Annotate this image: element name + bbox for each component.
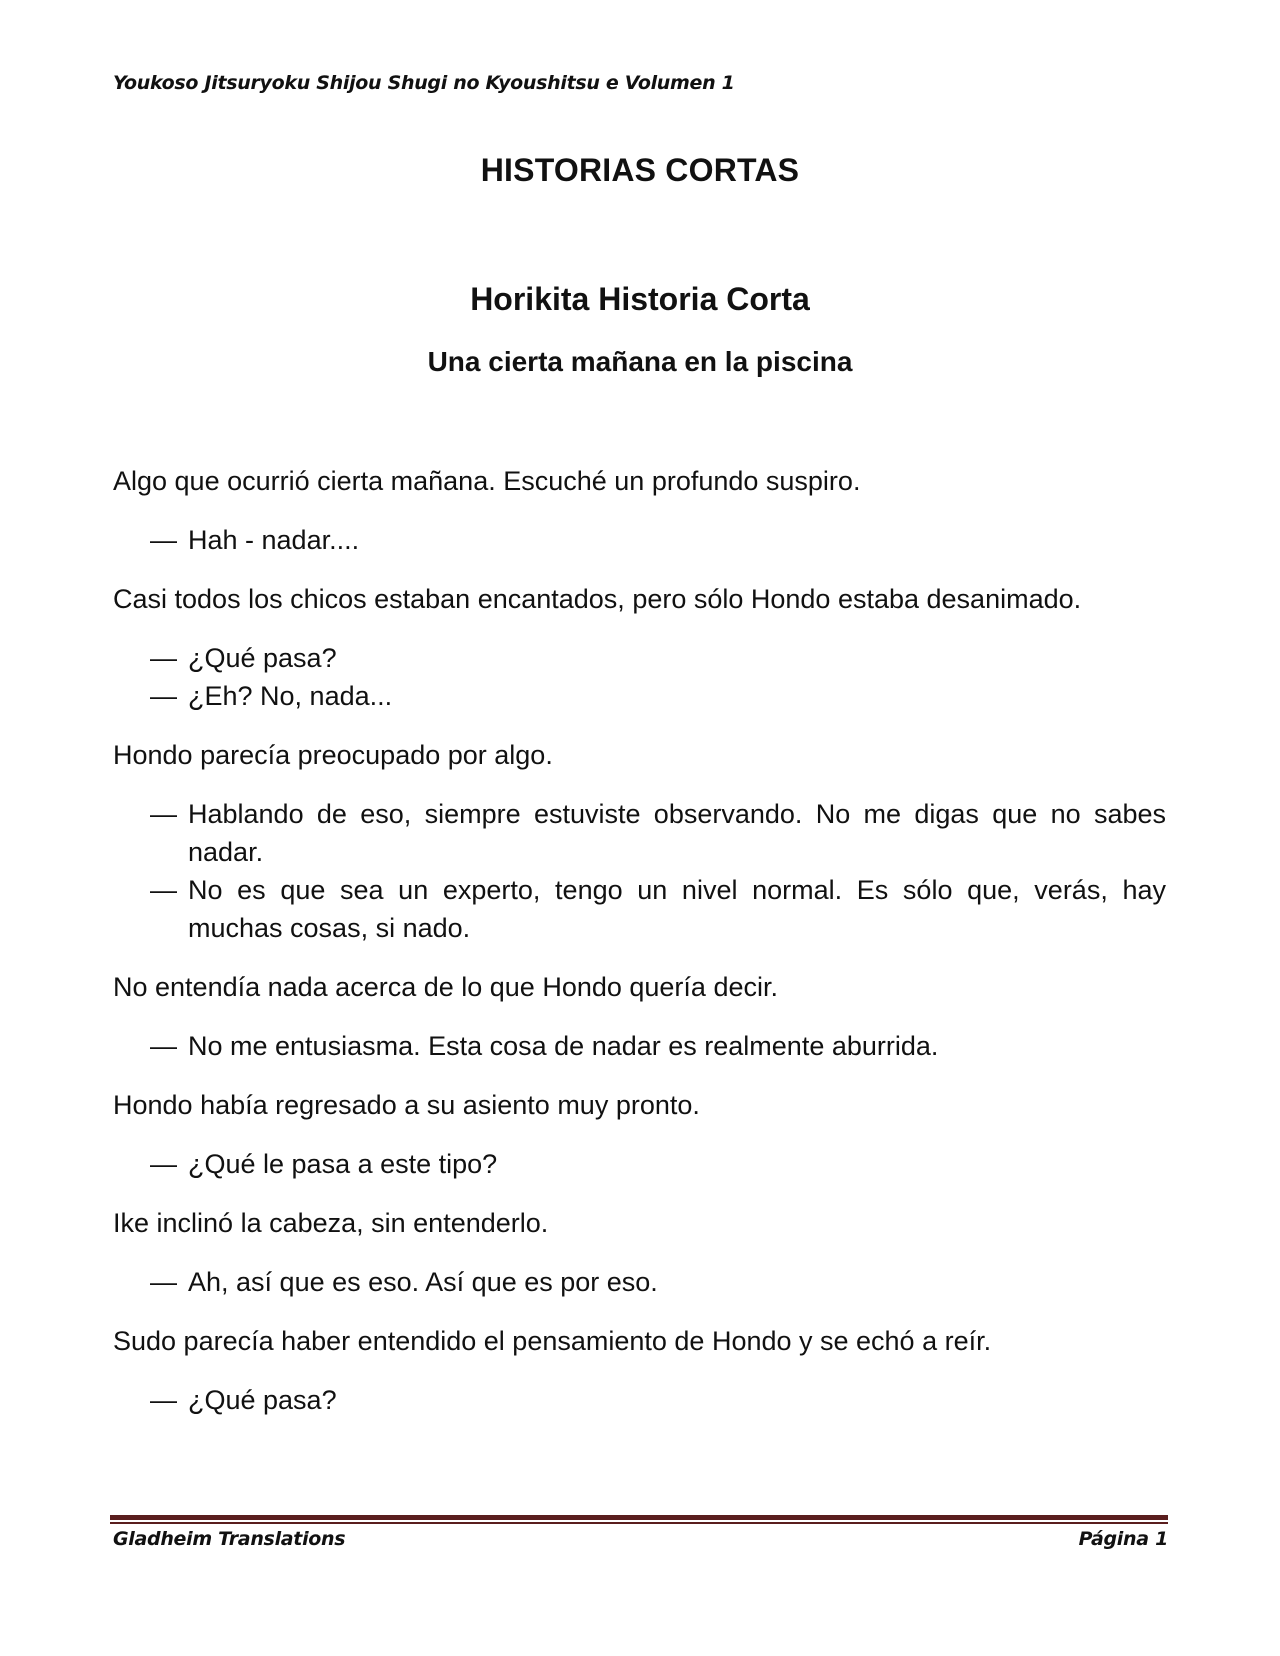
- dialogue-text: ¿Eh? No, nada...: [188, 681, 393, 711]
- paragraph: Hondo parecía preocupado por algo.: [113, 740, 553, 770]
- paragraph: Casi todos los chicos estaban encantados, pero sólo Hondo estaba desanimado.: [113, 584, 1082, 614]
- story-title: Una cierta mañana en la piscina: [427, 346, 853, 377]
- dialogue-line: [113, 795, 1166, 871]
- dialogue-dash: —: [150, 1149, 177, 1179]
- dialogue-line: [113, 1263, 1166, 1301]
- dialogue-group: [113, 1381, 1166, 1419]
- chapter-title: Horikita Historia Corta: [470, 281, 810, 317]
- dialogue-dash: —: [150, 525, 177, 555]
- dialogue-line: [113, 1381, 1166, 1419]
- dialogue-group: [113, 521, 1166, 559]
- dialogue-group: [113, 1027, 1166, 1065]
- dialogue-text: No me entusiasma. Esta cosa de nadar es realmente aburrida.: [188, 1031, 939, 1061]
- dialogue-line: [113, 677, 1166, 715]
- paragraph: Ike inclinó la cabeza, sin entenderlo.: [113, 1208, 549, 1238]
- story-body: [113, 462, 1166, 1440]
- dialogue-line: [113, 639, 1166, 677]
- dialogue-line: [113, 521, 1166, 559]
- dialogue-dash: —: [150, 643, 177, 673]
- dialogue-text: ¿Qué pasa?: [188, 643, 337, 673]
- paragraph: No entendía nada acerca de lo que Hondo quería decir.: [113, 972, 778, 1002]
- paragraph: Hondo había regresado a su asiento muy pronto.: [113, 1090, 700, 1120]
- dialogue-dash: —: [150, 875, 177, 905]
- paragraph: Algo que ocurrió cierta mañana. Escuché un profundo suspiro.: [113, 466, 861, 496]
- dialogue-group: [113, 639, 1166, 715]
- dialogue-dash: —: [150, 1031, 177, 1061]
- dialogue-line: [113, 1145, 1166, 1183]
- footer-divider: [110, 1515, 1168, 1524]
- dialogue-group: [113, 795, 1166, 947]
- dialogue-text: ¿Qué pasa?: [188, 1385, 337, 1415]
- dialogue-dash: —: [150, 681, 177, 711]
- running-header: Youkoso Jitsuryoku Shijou Shugi no Kyoushitsu e Volumen 1: [113, 72, 735, 94]
- dialogue-text: Hah - nadar....: [188, 525, 360, 555]
- dialogue-text: Hablando de eso, siempre estuviste observando. No me digas que no sabes nadar.: [188, 799, 1166, 867]
- paragraph: Sudo parecía haber entendido el pensamiento de Hondo y se echó a reír.: [113, 1326, 992, 1356]
- dialogue-line: [113, 1027, 1166, 1065]
- dialogue-group: [113, 1263, 1166, 1301]
- dialogue-dash: —: [150, 1267, 177, 1297]
- footer-publisher: Gladheim Translations: [113, 1528, 346, 1550]
- page-number: Página 1: [1078, 1528, 1168, 1550]
- page-title: HISTORIAS CORTAS: [480, 152, 800, 188]
- dialogue-text: ¿Qué le pasa a este tipo?: [188, 1149, 498, 1179]
- dialogue-text: Ah, así que es eso. Así que es por eso.: [188, 1267, 658, 1297]
- dialogue-dash: —: [150, 1385, 177, 1415]
- dialogue-group: [113, 1145, 1166, 1183]
- dialogue-dash: —: [150, 799, 177, 829]
- dialogue-line: [113, 871, 1166, 947]
- dialogue-text: No es que sea un experto, tengo un nivel normal. Es sólo que, verás, hay muchas cosas, si nado.: [188, 875, 1166, 943]
